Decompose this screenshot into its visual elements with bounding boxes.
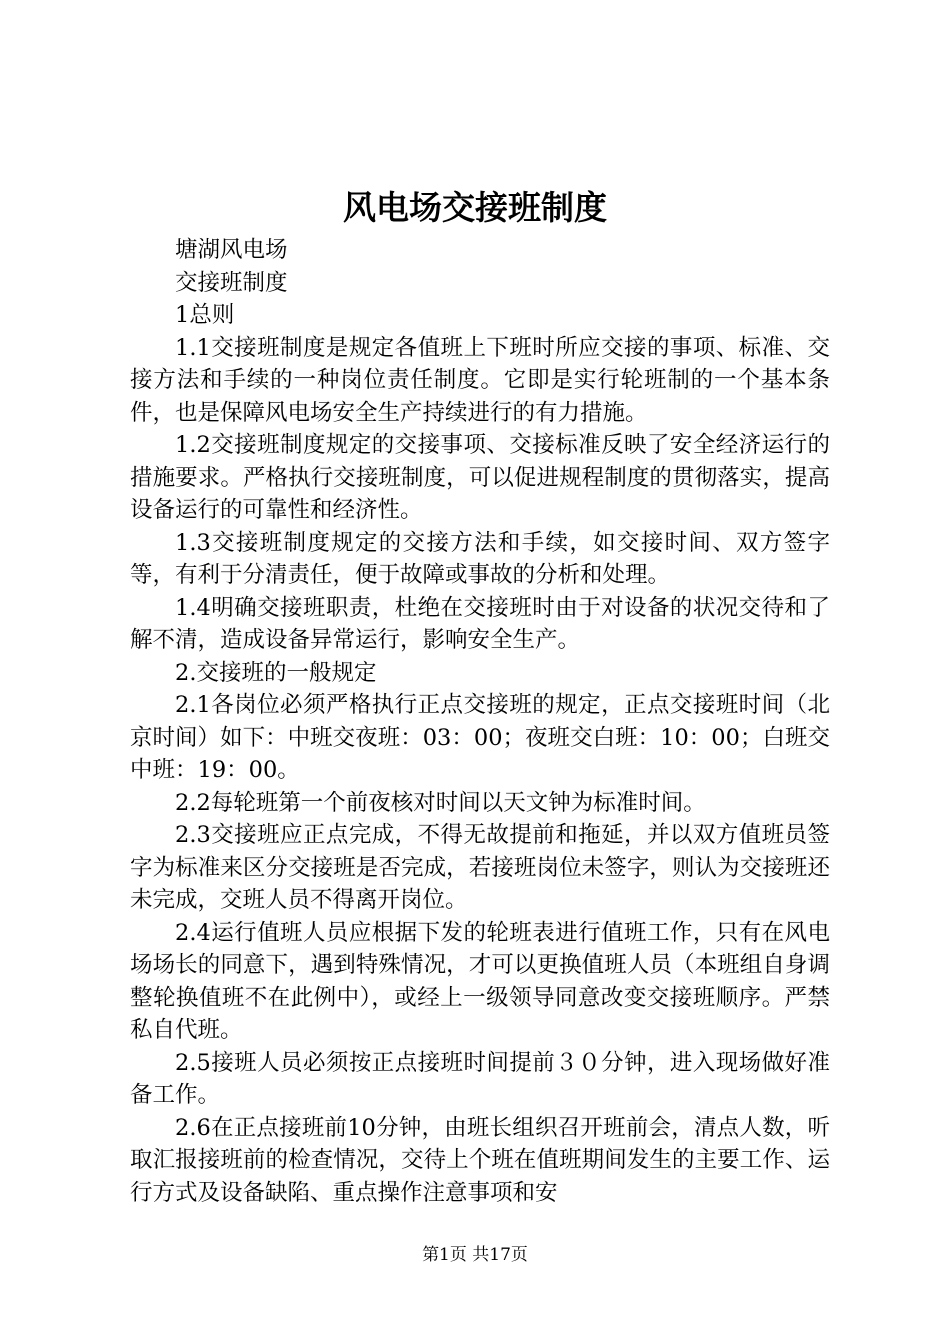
document-body: [130, 234, 830, 1209]
paragraph-2-1: 2.1各岗位必须严格执行正点交接班的规定，正点交接班时间（北京时间）如下：中班交夜班：03：00；夜班交白班：10：00；白班交中班：19：00。: [130, 692, 830, 783]
paragraph-2-5: 2.5接班人员必须按正点接班时间提前３０分钟，进入现场做好准备工作。: [130, 1049, 830, 1108]
paragraph-section-2-heading: 2.交接班的一般规定: [175, 659, 377, 686]
paragraph-1-4: 1.4明确交接班职责，杜绝在交接班时由于对设备的状况交待和了解不清，造成设备异常运行，影响安全生产。: [130, 594, 830, 653]
paragraph-1-2: 1.2交接班制度规定的交接事项、交接标准反映了安全经济运行的措施要求。严格执行交接班制度，可以促进规程制度的贯彻落实，提高设备运行的可靠性和经济性。: [130, 432, 830, 523]
paragraph-doc-name: 交接班制度: [175, 269, 288, 296]
paragraph-2-6: 2.6在正点接班前10分钟，由班长组织召开班前会，清点人数，听取汇报接班前的检查情况，交待上个班在值班期间发生的主要工作、运行方式及设备缺陷、重点操作注意事项和安: [130, 1114, 830, 1206]
paragraph-org-name: 塘湖风电场: [175, 237, 288, 263]
page-title: 风电场交接班制度: [343, 188, 607, 227]
paragraph-2-2: 2.2每轮班第一个前夜核对时间以天文钟为标准时间。: [175, 789, 706, 816]
paragraph-2-4: 2.4运行值班人员应根据下发的轮班表进行值班工作，只有在风电场场长的同意下，遇到特殊情况，才可以更换值班人员（本班组自身调整轮换值班不在此例中），或经上一级领导同意改变交接班顺序。严禁私自代班。: [130, 919, 830, 1043]
paragraph-section-1-heading: 1总则: [175, 302, 235, 328]
page-number-footer: 第1页 共17页: [422, 1245, 528, 1265]
paragraph-2-3: 2.3交接班应正点完成，不得无故提前和拖延，并以双方值班员签字为标准来区分交接班是否完成，若接班岗位未签字，则认为交接班还未完成，交班人员不得离开岗位。: [130, 822, 830, 913]
paragraph-1-1: 1.1交接班制度是规定各值班上下班时所应交接的事项、标准、交接方法和手续的一种岗位责任制度。它即是实行轮班制的一个基本条件，也是保障风电场安全生产持续进行的有力措施。: [130, 334, 830, 426]
paragraph-1-3: 1.3交接班制度规定的交接方法和手续，如交接时间、双方签字等，有利于分清责任，便于故障或事故的分析和处理。: [130, 529, 830, 588]
